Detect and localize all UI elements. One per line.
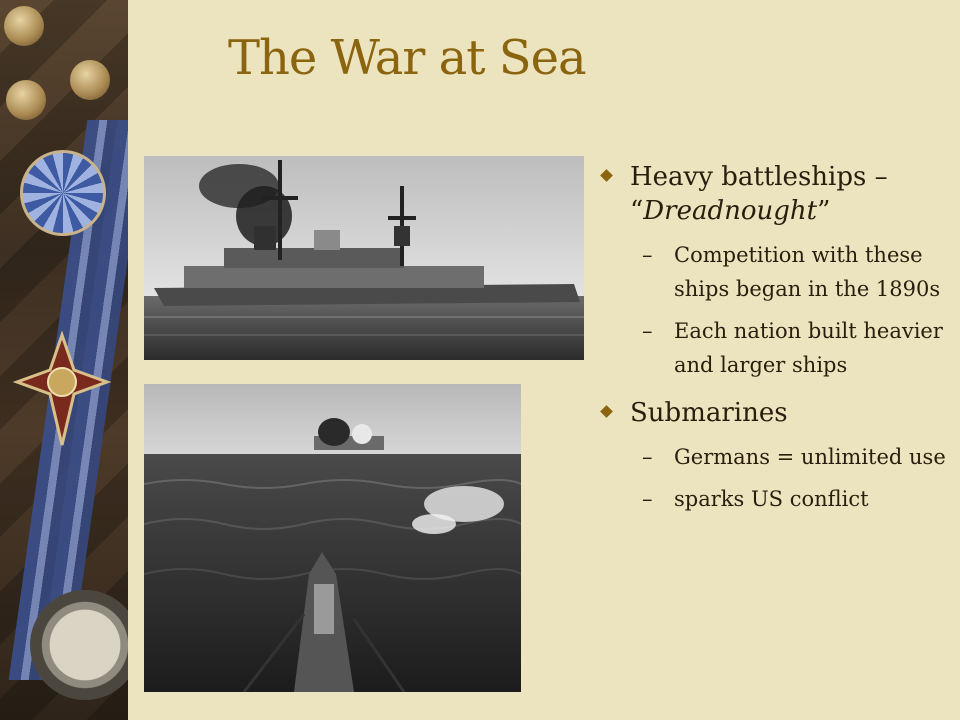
medal-button-decoration — [4, 6, 44, 46]
medal-button-decoration — [6, 80, 46, 120]
sub-bullet-text: Each nation built heavier and larger ships — [674, 319, 943, 377]
sub-bullet-text: sparks US conflict — [674, 487, 869, 511]
sub-bullet-text: Germans = unlimited use — [674, 445, 946, 469]
sub-bullet — [596, 238, 946, 306]
diamond-bullet-icon — [600, 169, 613, 182]
medal-cross-icon — [12, 330, 112, 450]
bullet-text: Submarines — [630, 398, 788, 428]
quote-close: ” — [817, 196, 831, 226]
sub-bullet — [596, 440, 946, 474]
dash-marker: – — [642, 319, 653, 343]
medal-rosette — [20, 150, 106, 236]
dash-marker: – — [642, 445, 653, 469]
bullet-submarines — [596, 396, 946, 430]
medals-decoration-image — [0, 0, 128, 720]
slide-title: The War at Sea — [228, 30, 586, 86]
quote-open: “ — [630, 196, 644, 226]
submarine-photo — [144, 384, 521, 692]
medal-button-decoration — [70, 60, 110, 100]
dash-marker: – — [642, 243, 653, 267]
battleship-photo — [144, 156, 584, 360]
dash-marker: – — [642, 487, 653, 511]
diamond-bullet-icon — [600, 405, 613, 418]
bullet-text: Heavy battleships – — [630, 162, 888, 192]
compass-icon — [30, 590, 128, 700]
emphasis-dreadnought: Dreadnought — [643, 196, 818, 226]
bullet-list — [596, 160, 946, 524]
sub-bullet — [596, 482, 946, 516]
sub-bullet-text: Competition with these ships began in the 1890s — [674, 243, 941, 301]
sub-bullet — [596, 314, 946, 382]
bullet-battleships — [596, 160, 946, 228]
